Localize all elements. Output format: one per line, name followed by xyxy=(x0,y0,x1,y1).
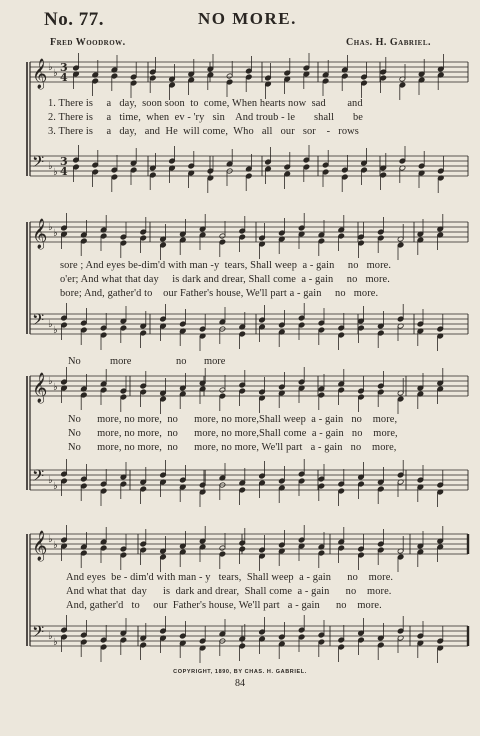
page-number: 84 xyxy=(235,678,245,689)
bass-clef: 𝄢 xyxy=(32,467,45,489)
flat-sign: ♭ xyxy=(53,481,58,492)
lyricist-credit: Fred Woodrow. xyxy=(50,37,126,48)
flat-sign: ♭ xyxy=(48,376,53,387)
system2-verse1: sore ; And eyes be-dim'd with man -y tears, Shall weep a - gain no more. xyxy=(60,260,392,271)
system1-verse2: 2. There is a time, when ev - 'ry sin And troub - le shall be xyxy=(48,112,364,123)
hymn-number: No. 77. xyxy=(44,9,104,30)
flat-sign: ♭ xyxy=(48,222,53,233)
system3-verse3: No more, no more, no more, no more, We'll part a - gain no more, xyxy=(68,442,397,453)
system3-above-no-2: no xyxy=(176,356,187,367)
treble-clef: 𝄞 xyxy=(32,219,48,249)
flat-sign: ♭ xyxy=(48,534,53,545)
system2-verse3: bore; And, gather'd to our Father's house, We'll part a - gain no more. xyxy=(60,288,379,299)
treble-clef: 𝄞 xyxy=(32,59,48,89)
flat-sign: ♭ xyxy=(53,228,58,239)
flat-sign: ♭ xyxy=(53,540,58,551)
flat-sign: ♭ xyxy=(53,167,58,178)
flat-sign: ♭ xyxy=(53,637,58,648)
treble-clef: 𝄞 xyxy=(32,531,48,561)
system4-verse3: And, gather'd to our Father's house, We'll part a - gain no more. xyxy=(66,600,382,611)
time-sig: 3 xyxy=(60,61,68,74)
flat-sign: ♭ xyxy=(53,382,58,393)
time-sig: 4 xyxy=(60,71,68,84)
hymn-title: NO MORE. xyxy=(198,9,297,28)
system2-verse2: o'er; And what that day is dark and drear, Shall come a - gain no more. xyxy=(60,274,390,285)
copyright-notice: COPYRIGHT, 1890, BY CHAS. H. GABRIEL. xyxy=(173,669,307,675)
bass-clef: 𝄢 xyxy=(32,623,45,645)
flat-sign: ♭ xyxy=(53,325,58,336)
system1-verse3: 3. There is a day, and He will come, Who all our sor - rows xyxy=(48,126,359,137)
system4-verse2: And what that day is dark and drear, Shall come a - gain no more. xyxy=(66,586,392,597)
system3-verse2: No more, no more, no more, no more,Shall come a - gain no more, xyxy=(68,428,398,439)
system4-verse1: And eyes be - dim'd with man - y tears, Shall weep a - gain no more. xyxy=(66,572,394,583)
system3-above-more-2: more xyxy=(204,356,226,367)
system3-above-more-1: more xyxy=(110,356,132,367)
flat-sign: ♭ xyxy=(53,68,58,79)
bass-clef: 𝄢 xyxy=(32,153,45,175)
flat-sign: ♭ xyxy=(48,475,53,486)
system1-verse1: 1. There is a day, soon soon to come, When hearts now sad and xyxy=(48,98,363,109)
flat-sign: ♭ xyxy=(48,319,53,330)
system3-verse1: No more, no more, no more, no more,Shall weep a - gain no more, xyxy=(68,414,398,425)
treble-clef: 𝄞 xyxy=(32,373,48,403)
composer-credit: Chas. H. Gabriel. xyxy=(346,37,432,48)
flat-sign: ♭ xyxy=(48,631,53,642)
flat-sign: ♭ xyxy=(48,161,53,172)
system3-above-no-1: No xyxy=(68,356,81,367)
time-sig: 3 xyxy=(60,155,68,168)
time-sig: 4 xyxy=(60,165,68,178)
flat-sign: ♭ xyxy=(48,62,53,73)
bass-clef: 𝄢 xyxy=(32,311,45,333)
